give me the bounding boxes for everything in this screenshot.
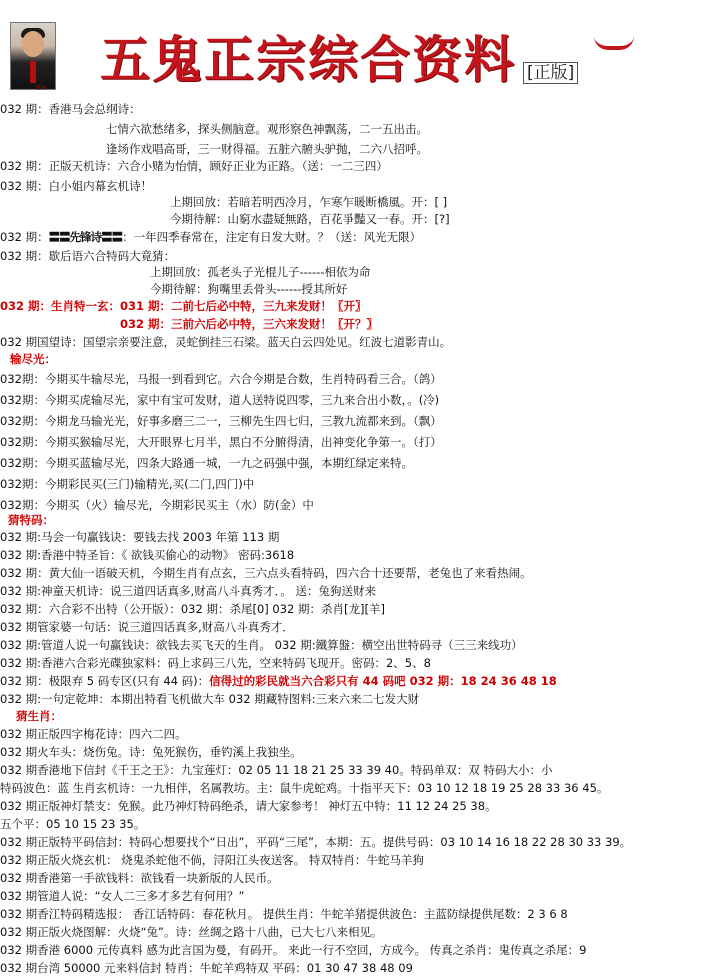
text-line: 032 期管家婆一句话：说三道四话真多,财高八斗真秀才． [0,620,294,634]
text-segment: 032 期：极限弃 5 码专区(只有 44 码)： [0,674,210,688]
text-line: 032 期台湾 50000 元来料信封 特肖：牛蛇羊鸡特双 平码：01 30 47 38 48 09 [0,961,413,975]
text-line: 032 期香港地下信封《千王之王》：九宝莲灯：02 05 11 18 21 25 33 39 40。特码单双：双 特码大小：小 [0,763,553,777]
text-line: 032期：今期龙马输光光，好事多磨三二一，三柳先生四七归，三教九流都来到。（飘） [0,414,442,428]
text-line: 上期回放：孤老头子光棍儿子------相依为命 [150,265,371,279]
text-line: 032 期香江特码精选报： 香江话特码：春花秋月。 提供生肖：牛蛇羊猪提供波色：主蓝防绿提供尾数：2 3 6 8 [0,907,568,921]
author-photo [10,22,56,90]
text-line: 今期待解：狗嘴里丢骨头------授其所好 [150,282,348,296]
text-segment: 〓〓先锋诗〓〓 [48,230,123,244]
text-line: 七情六欲愁绪多，探头侧脑意。观形察色神飘荡，二一五出击。 [106,122,428,136]
photo-caption: Six [36,84,47,92]
text-line: 逢场作戏唱高哥，三一财得福。五脏六腑头驴抛，二六八招呼。 [106,142,428,156]
text-line: 032 期:一句定乾坤：本期出特看飞机做大车 032 期藏特图料:三来六来二七发大财 [0,692,420,706]
text-line: 五个平：05 10 15 23 35。 [0,817,146,831]
text-line: 032 期正版神灯禁支：免猴。此乃神灯特码绝杀，请大家参考！ 神灯五中特：11 12 24 25 38。 [0,799,497,813]
text-line: 032 期：香港马会总纲诗： [0,102,141,116]
text-line: 032 期：六合彩不出特（公开版）：032 期：杀尾[0] 032 期：杀肖[龙][羊] [0,602,385,616]
text-line: 032期：今期彩民买(三门)输精光,买(二门,四门)中 [0,477,255,491]
text-line [0,672,557,690]
page-title: 五鬼正宗综合资料 [100,30,516,89]
text-line: 032 期正版火烧图解：火烧“兔”。诗：丝绸之路十八曲，已大七八来相见。 [0,925,383,939]
text-line: 032期：今期买（火）输尽光，今期彩民买主（水）防(金）中 [0,498,314,512]
text-line: 032 期香港第一手欲钱料：欲钱看一块新版的人民币。 [0,871,279,885]
text-line: 特码波色：蓝 生肖玄机诗：一九相伴，名属教坊。主：鼠牛虎蛇鸡。十指平天下：03 10 12 18 19 25 28 33 36 45。 [0,781,609,795]
photo-tie [30,61,36,83]
text-line: 032 期：白小姐内幕玄机诗！ [0,179,153,193]
text-segment: ：一年四季春常在，注定有日发大财。？（送：风光无限） [122,230,422,244]
text-line: 032 期正版火烧玄机： 烧鬼杀蛇他不倘，浔阳江头夜送客。 特双特肖：牛蛇马羊狗 [0,853,424,867]
text-line: 032 期:香港中特圣旨：《 欲钱买偷心的动物》 密码:3618 [0,548,295,562]
highlight-line: 032 期：生肖特一玄：031 期：二前七后必中特，三九来发财！〖开〗 [0,299,367,313]
text-line: 032 期正版四字梅花诗：四六二四。 [0,727,187,741]
text-line: 上期回放：若暗若明西冷月，乍寒乍暖断橋風。开：[ ] [170,195,448,209]
edition-badge: [正版] [523,62,578,84]
text-line: 032期：今期买猴输尽光，大开眼界七月半，黑白不分腑得清，出神变化争第一。（打） [0,435,442,449]
section-heading: 猜生肖： [16,709,62,723]
text-line: 032 期火车头：烧伤兔。诗：兔死猴伤，垂钓溪上我独坐。 [0,745,302,759]
text-line: 032 期香港 6000 元传真料 感为此言国为曼，有码开。 来此一行不空回，方成今。 传真之杀肖：鬼传真之杀尾：9 [0,943,587,957]
section-heading: 猜特码： [8,513,54,527]
text-segment: 032 期： [0,230,49,244]
photo-face [22,31,44,57]
text-line: 032 期：黄大仙一语破天机，今期生肖有点玄，三六点头看特码，四六合十还要帮，老兔也了来看热闹。 [0,566,532,580]
decorative-swash [594,36,634,50]
text-line: 032 期:神童天机诗：说三道四话真多,财高八斗真秀才．。 送：兔狗送财来 [0,584,377,598]
text-line: 032 期:香港六合彩光碟独家料：码上求码三八先，空来特码飞现开。密码：2、5、8 [0,656,431,670]
text-line: 032 期:马会一句赢钱诀：要钱去找 2003 年第 113 期 [0,530,280,544]
section-heading: 输尽光： [10,352,56,366]
text-line: 032 期:管道人说一句赢钱诀：欲钱去买飞天的生肖。 032 期:鐵算盤：横空出世特码寻（三三来线功） [0,638,523,652]
text-line: 032 期：歇后语六合特码大竟猜： [0,249,176,263]
highlight-line: 032 期：三前六后必中特，三六来发财！〖开？〗 [120,317,379,331]
text-line: 032期：今期买蓝输尽光，四条大路通一城，一九之码强中强，本期红绿定来特。 [0,456,413,470]
text-line: 今期待解：山窮水盡疑無路，百花爭豔又一春。开：[?] [170,212,450,226]
text-line: 032 期国望诗：国望宗亲要注意，灵蛇倒挂三石梁。蓝天白云四处见。红波七道影青山。 [0,335,452,349]
page-header [0,0,720,98]
text-line [0,228,421,246]
text-line: 032 期管道人说：“女人二三多才多艺有何用？” [0,889,245,903]
text-line: 032期：今期买虎输尽光，家中有宝可发财，道人送特说四零，三九来合出小数，。(冷) [0,393,440,407]
text-line: 032 期正版特平码信封：特码心想要找个“日出”，平码“三尾”，本期：五。提供号码：03 10 14 16 18 22 28 30 33 39。 [0,835,632,849]
text-line: 032 期：正版天机诗：六合小赌为怡情，顾好正业为正路。（送：一二三四） [0,159,388,173]
text-line: 032期：今期买牛输尽光，马报一到看到它。六合今期是合数，生肖特码看三合。（鸽） [0,372,442,386]
highlight-segment: 信得过的彩民就当六合彩只有 44 码吧 032 期：18 24 36 48 18 [209,674,557,688]
